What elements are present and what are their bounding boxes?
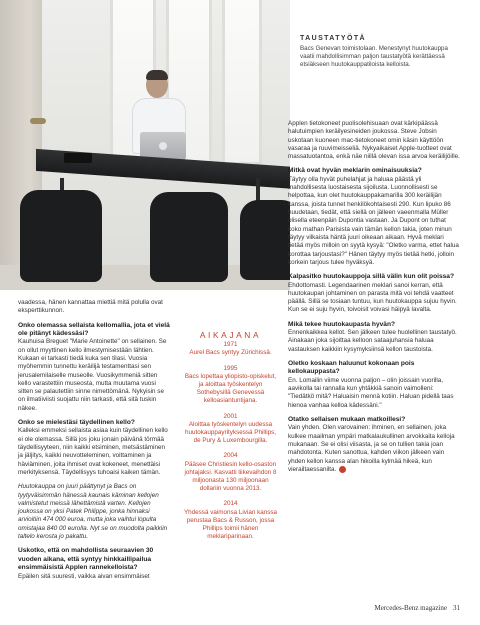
page-footer xyxy=(375,604,461,612)
timeline-text: Yhdessä vaimonsa Livian kanssa perustaa Bacs & Russon, jossa Phillips toimii hänen meklariparinaan. xyxy=(183,508,278,541)
office-photo xyxy=(0,0,290,290)
paragraph: Ennenkaikkea kellot. Sen jälkeen tulee huolellinen taustatyö. Ainakaan joka sijoittaa kelloon sataajuhansia haluaa vastauksen kaikkiin kysymyksiinsä kellon taustoista. xyxy=(288,329,457,353)
timeline-text: Pääsee Christiesin kello-osaston johtajaksi. Kasvatti liikevaihdon 8 miljoonasta 130 miljoonaan dollariin vuonna 2013. xyxy=(184,460,277,493)
timeline-entry xyxy=(183,365,278,406)
photo-caption xyxy=(300,35,460,69)
chair xyxy=(150,192,228,282)
paragraph xyxy=(288,424,460,474)
question-heading: Oletko koskaan haluunut kokonaan pois kellokauppasta? xyxy=(288,360,415,376)
timeline-year: 2014 xyxy=(223,500,238,508)
paragraph: Kauhuisa Breguet "Marie Antoinette" on sellainen. Se on ollut myyttinen kello ilmestymisestään lähtien. Kukaan ei tarkasti tiedä kuka sen tilasi. Vuosia myöhemmin tunnettu keräilijä testamenttasi sen jerusalemilaiselle museolle. Vuosikymmeniä sitten kello varastettiin museosta, mutta muutama vuosi sitten se palautettiin sinne nimettömänä. Nykyisin se on ilmatiiviisti suojattu niin tarkasti, että sitä tuskin näkee. xyxy=(18,338,167,412)
right-column xyxy=(288,120,460,480)
page-number: 31 xyxy=(453,604,460,612)
chair xyxy=(240,200,290,280)
timeline-entry xyxy=(183,452,278,493)
paragraph: En. Lomailin viime vuonna paljon – olin joissain vuorilla, aavikolla tai rannalla kun yhtäkkiä sanoin vaimolleni: "Tiedätkö mitä? Haluaisin mennä kotiin. Haluan pidellä taas hienoa vanhaa kelloa kädessäni." xyxy=(288,376,454,409)
paragraph: Ehdottomasti. Legendaarinen meklari sanoi kerran, että huutokaupan johtaminen on parasta mitä voi tehdä vaatteet päällä. Sillä se tosiaan tuntuu, kun huutokauppa sujuu hyvin. Kun se ei suju hyvin, toivoisit voivasi häipyä lavalta. xyxy=(288,281,457,314)
question-heading: Mikä tekee huutokaupasta hyvän? xyxy=(288,320,395,328)
paragraph: Täytyy olla hyvät puhelahjat ja haluaa päästä yli mahdollisesta luostaisesta sijoilusta. Luonnollisesti se helpottaa, kun olet huutokauppakamarilla 300 keräilijän kanssa, joista tunnet henkilökohtaisesti 290. Kun lipuko 86 huudetaan, tiedät, että siellä on jälleen vaeenmalla Müller olisella eteenpäin Dupontia vastaan. Ja Dupont on tuthat koko mathan Parisista vain tämän kellon takia, joten minun täytyy vilkaista häntä juuri oikeaan aikaan. Hyvä meklari tietää myös milloin on syytä kysyä: "Oletko varma, ettet halua korottaa tarjoustasi?" Hänen täytyy myös tietää hetki, jolloin korkein tarjous tulee hyväksyä. xyxy=(288,175,459,266)
paragraph: vaadessa, hänen kannattaa miettiä mitä polulla ovat eksperttikunnon. xyxy=(18,299,163,315)
timeline-year: 2001 xyxy=(223,412,238,420)
timeline-entry xyxy=(183,413,278,446)
door-handle xyxy=(30,118,46,124)
caption-text: Bacs Genevan toimistolaan. Menestynyt huutokauppa vaatii mahdollisimman paljon taustatyötä kerättäessä etsiäkseen huutokauppatiloista kelloista. xyxy=(300,45,448,68)
left-column xyxy=(18,299,171,587)
paragraph: Applen tietokoneet puolisolehisuaan ovat kärkipäässä halutuimpien keräilyesineiden joukossa. Steve Jobsin uskotaan kuoneen mac-tietokoneet omin käsin käyttöön vasaraa ja ruuvimeisseliä. Nykyaikaiset Apple-tuotteet ovat massatuotantoa, enkä näe niillä olevan issa arvoa keräilijöille. xyxy=(288,120,460,161)
italic-paragraph: Huutokauppa on juuri päättynyt ja Bacs on tyytyväisimmän hänessä kaunais käminan kellojen valmistetut meissä lähettämistä varten. Kellojen joukossa on yksi Patek Philippe, jonka hinnaksi arvioitiin 474 000 euroa, mutta joka vaihtui lopulta omistajaa 840 00 eurolla. Nyt se on muodolta paikkiin taltelo kerosta jo pakattu. xyxy=(18,483,168,541)
question-heading: Uskotko, että on mahdollista seuraavien 30 vuoden aikana, että syntyy hinkkaillipailua ensimmäisistä Applen rannekelloista? xyxy=(18,547,154,572)
question-heading: Onko se mielestäsi täydellinen kello? xyxy=(18,419,135,427)
paragraph: Kalleksi emmeksi sellaista asiaa kuin täydellinen kello ei ole olemassa. Sillä jos joku jonain päivänä törmää täydellisyyteen, niin kaikki etsiminen, metsästäminen ja jäljitys, kaikki neuvotteleminen, voittaminen ja häviäminen, joita ihmiset ovat kokeneet, menettäisi merkityksensä. Täydellisyys tuhoaisi kaiken tämän. xyxy=(18,427,168,476)
question-heading: Otatko sellaisen mukaan matkoillesi? xyxy=(288,416,406,424)
timeline-year: 1971 xyxy=(223,341,238,349)
chair xyxy=(20,190,102,282)
paragraph-text: Vain yhden. Olen varovainen: ihminen, en sellainen, joka kulkee maailman ympäri matkalaukullinen arvokkaita kelloja mukanaan. Se ei olisi viisasta, ja se on tullien takia joan mahdotonta. Kuten sanottua, kahden viikon jälkeen vain yhden kellon kanssa alan hikoilla kylmää hikeä, kun vierailtaessanilta. xyxy=(288,424,455,474)
timeline-text: Aloittaa työskentelyn uudessa huutokauppayrityksessä Phillips, de Pury & Luxembourgilla. xyxy=(184,420,276,445)
caption-label: TAUSTATYÖTÄ xyxy=(300,35,366,42)
timeline-year: 2004 xyxy=(223,452,238,460)
magazine-name: Mercedes-Benz magazine xyxy=(374,604,447,612)
timeline-entry xyxy=(183,500,278,541)
timeline-text: Bacs lopettaa yliopisto-opiskelut, ja aloittaa työskentelyn Sothebysillä Genevessä kelloasiantuntijana. xyxy=(184,372,277,405)
timeline-entry xyxy=(183,341,278,357)
question-heading: Kalpasitko huutokauppoja sillä välin kun olit poissa? xyxy=(288,273,454,281)
timeline-text: Aurel Bacs syntyy Zürichissä. xyxy=(189,349,272,357)
end-mark-icon xyxy=(339,466,346,473)
question-heading: Onko olemassa sellaista kellomallia, jota et vielä ole pitänyt kädessäsi? xyxy=(18,321,170,337)
timeline-year: 1995 xyxy=(223,364,238,372)
timeline xyxy=(183,331,278,548)
paragraph: Epäilen sitä suuresti, vaikka aivan ensimmäiset xyxy=(18,572,150,580)
question-heading: Mitkä ovat hyvän meklarin ominaisuuksia? xyxy=(288,167,422,175)
timeline-title: AIKAJANA xyxy=(199,330,262,340)
